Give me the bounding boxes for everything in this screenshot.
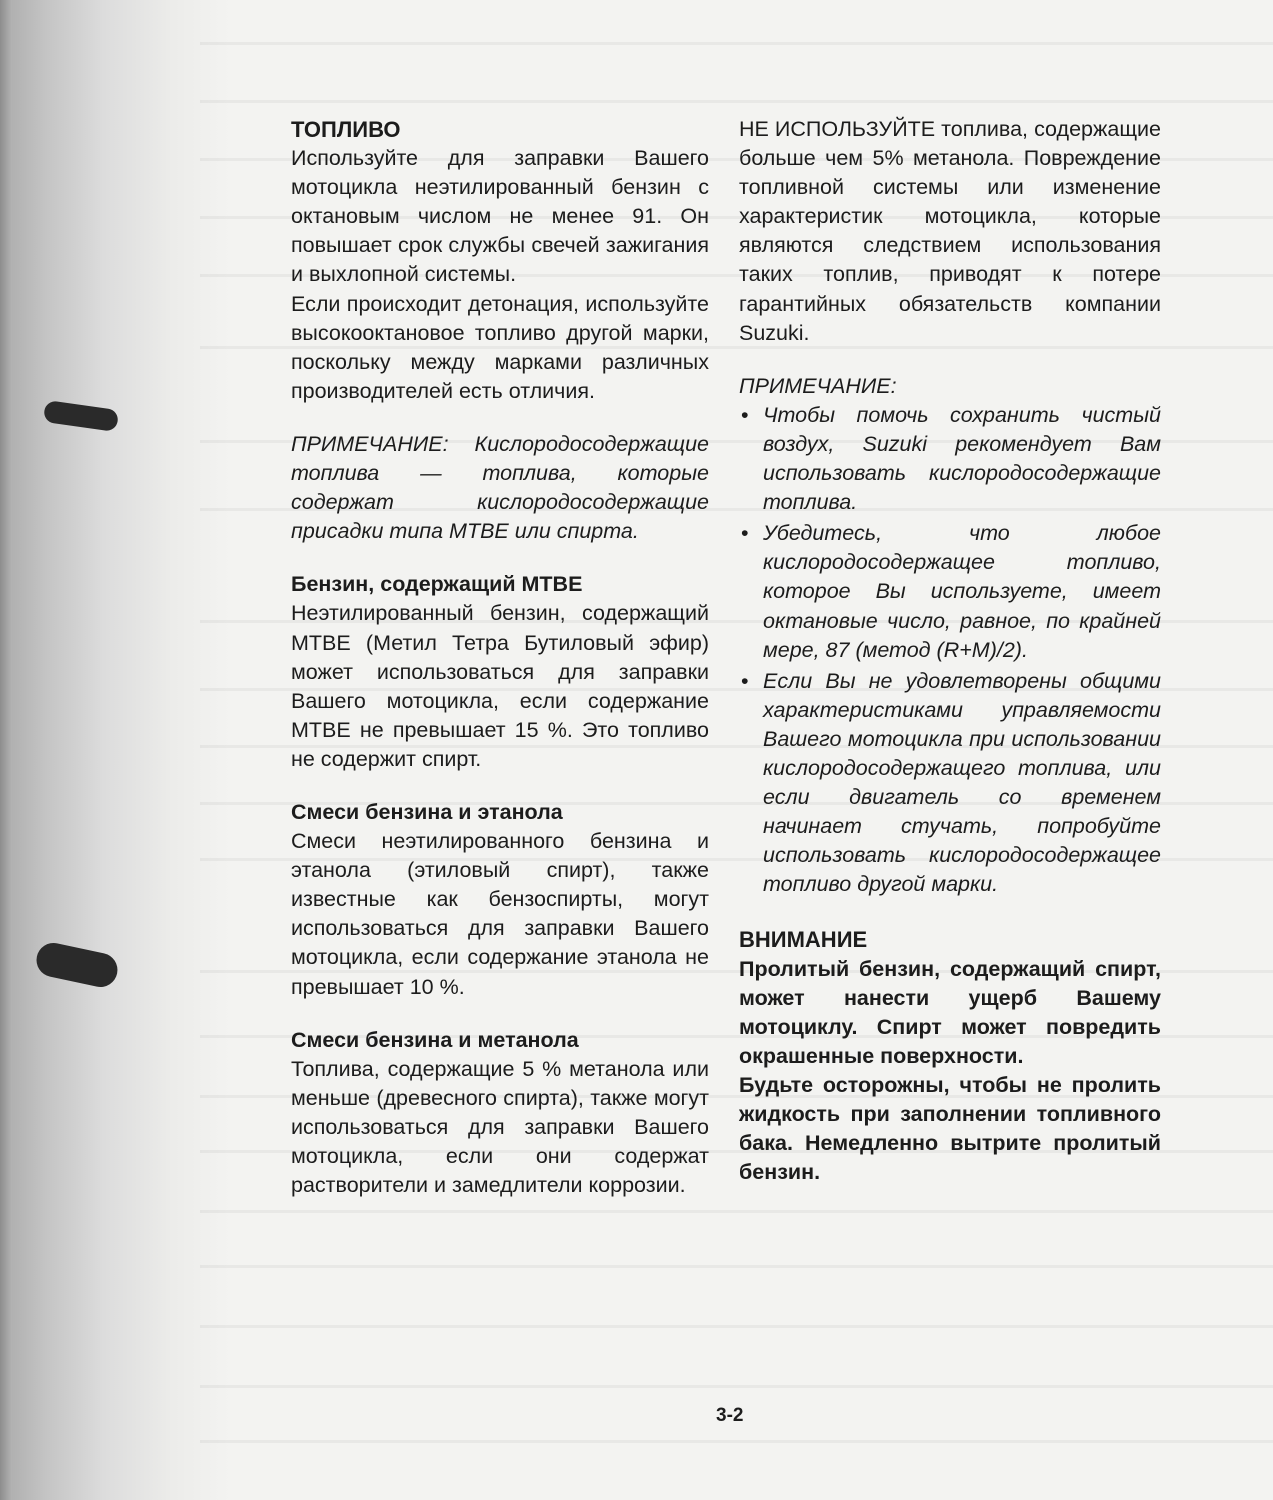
left-column [291,115,709,1200]
mtbe-subheading: Бензин, содержащий MTBE [291,572,583,597]
oxygenated-fuel-note: ПРИМЕЧАНИЕ: Кислородосодержащие топлива — топлива, которые содержат кислородосодержащие присадки типа MTBE или спирта. [291,431,709,544]
notes-list [739,401,1161,900]
fuel-intro-paragraph: Используйте для заправки Вашего мотоцикла неэтилированный бензин с октановым числом не менее 91. Он повышает срок службы свечей зажигания и выхлопной системы. [291,146,709,287]
binding-edge [0,0,12,1500]
ethanol-paragraph: Смеси неэтилированного бензина и этанола (этиловый спирт), также известные как бензоспирты, могут использоваться для заправки Вашего мотоцикла, если содержание этанола не превышает 10 %. [291,829,709,999]
caution-paragraph-2: Будьте осторожны, чтобы не пролить жидкость при заполнении топливного бака. Немедленно вытрите пролитый бензин. [739,1072,1161,1185]
note-title: ПРИМЕЧАНИЕ: [739,373,897,398]
list-item: • Чтобы помочь сохранить чистый воздух, Suzuki рекомендует Вам использовать кислородосодержащие топлива. [739,401,1161,517]
right-column [739,115,1161,1187]
detonation-paragraph: Если происходит детонация, используйте высокооктановое топливо другой марки, поскольку между марками различных производителей есть отличия. [291,291,709,403]
list-item: • Если Вы не удовлетворены общими характеристиками управляемости Вашего мотоцикла при использовании кислородосодержащего топлива, или если двигатель со временем начинает стучать, попробуйте использовать кислородосодержащее топливо другой марки. [739,667,1161,900]
page-number: 3-2 [716,1405,744,1426]
mtbe-paragraph: Неэтилированный бензин, содержащий MTBE (Метил Тетра Бутиловый эфир) может использоваться для заправки Вашего мотоцикла, если содержание MTBE не превышает 15 %. Это топливо не содержит спирт. [291,601,709,771]
methanol-paragraph: Топлива, содержащие 5 % метанола или меньше (древесного спирта), также могут использоваться для заправки Вашего мотоцикла, если они содержат растворители и замедлители коррозии. [291,1056,709,1198]
caution-paragraph-1: Пролитый бензин, содержащий спирт, может нанести ущерб Вашему мотоциклу. Спирт может повредить окрашенные поверхности. [739,956,1161,1068]
methanol-subheading: Смеси бензина и метанола [291,1027,579,1052]
methanol-warning-paragraph: НЕ ИСПОЛЬЗУЙТЕ топлива, содержащие больше чем 5% метанола. Повреждение топливной системы или изменение характеристик мотоцикла, которые являются следствием использования таких топлив, приводят к потере гарантийных обязательств компании Suzuki. [739,117,1161,345]
list-item: • Убедитесь, что любое кислородосодержащее топливо, которое Вы используете, имеет октановые число, равное, по крайней мере, 87 (метод (R+M)/2). [739,519,1161,664]
ethanol-subheading: Смеси бензина и этанола [291,799,563,824]
binding-shadow [0,0,230,1500]
section-title: ТОПЛИВО [291,117,401,142]
caution-title: ВНИМАНИЕ [739,927,868,953]
